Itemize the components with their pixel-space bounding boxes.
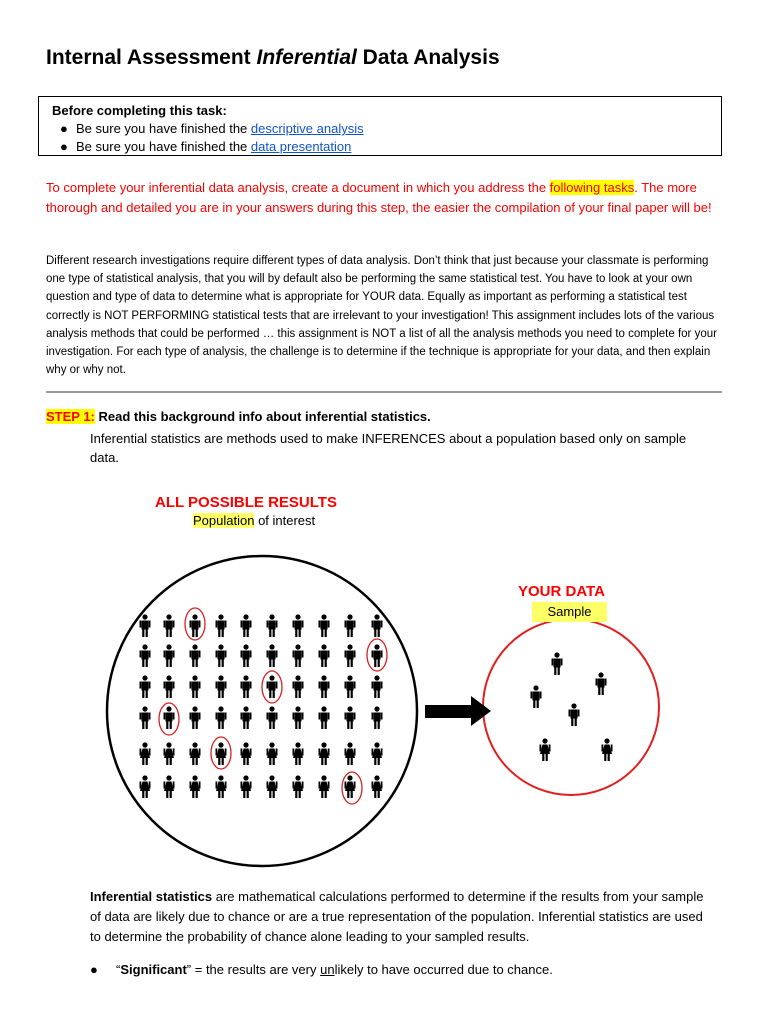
descriptive-analysis-link[interactable]: descriptive analysis — [250, 121, 364, 136]
arrow-shaft — [425, 705, 473, 718]
population-title: ALL POSSIBLE RESULTS — [155, 494, 337, 511]
before-task-heading: Before completing this task: — [52, 103, 227, 118]
list-item: ● Be sure you have finished the descriptive analysis — [60, 121, 364, 136]
inferential-paragraph: Inferential statistics are mathematical calculations performed to determine if the results from your sample of data are likely due to chance or are a true representation of the population. Inferential statistics are used to determine the probability of chance alone leading to your sampled results. — [90, 889, 704, 944]
step1-heading: STEP 1: Read this background info about inferential statistics. — [46, 409, 431, 424]
list-item: ● Be sure you have finished the data presentation — [60, 139, 352, 154]
step1-label: STEP 1: — [46, 409, 95, 424]
following-tasks-highlight: following tasks — [549, 180, 635, 195]
intro-instructions: To complete your inferential data analysis, create a document in which you address the following tasks. The more thorough and detailed you are in your answers during this step, the easier the compilation of your final paper will be! — [46, 180, 712, 215]
sample-subtitle: Sample — [532, 602, 607, 622]
body-paragraph: Different research investigations require different types of data analysis. Don’t think that just because your classmate is performing one type of statistical analysis, that you will by default also be performing the same statistical test. You have to look at your own question and type of data to determine what is appropriate for YOUR data. Equally as important as performing a statistical test correctly is NOT PERFORMING statistical tests that are irrelevant to your investigation! This assignment includes lots of the various analysis methods that could be performed … this assignment is NOT a list of all the analysis methods you need to complete for your investigation. For each type of analysis, the challenge is to determine if the technique is appropriate for your data, and then explain why or why not. — [46, 255, 717, 377]
significant-bullet: ● “Significant” = the results are very unlikely to have occurred due to chance. — [90, 962, 553, 977]
population-subtitle: Population of interest — [193, 513, 316, 528]
sample-title: YOUR DATA — [518, 583, 605, 600]
page-title: Internal Assessment Inferential Data Analysis — [46, 46, 500, 69]
sample-circle — [483, 619, 659, 795]
data-presentation-link[interactable]: data presentation — [250, 139, 352, 154]
step1-text: Inferential statistics are methods used to make INFERENCES about a population based only on sample data. — [90, 431, 687, 465]
population-circle — [107, 556, 417, 866]
